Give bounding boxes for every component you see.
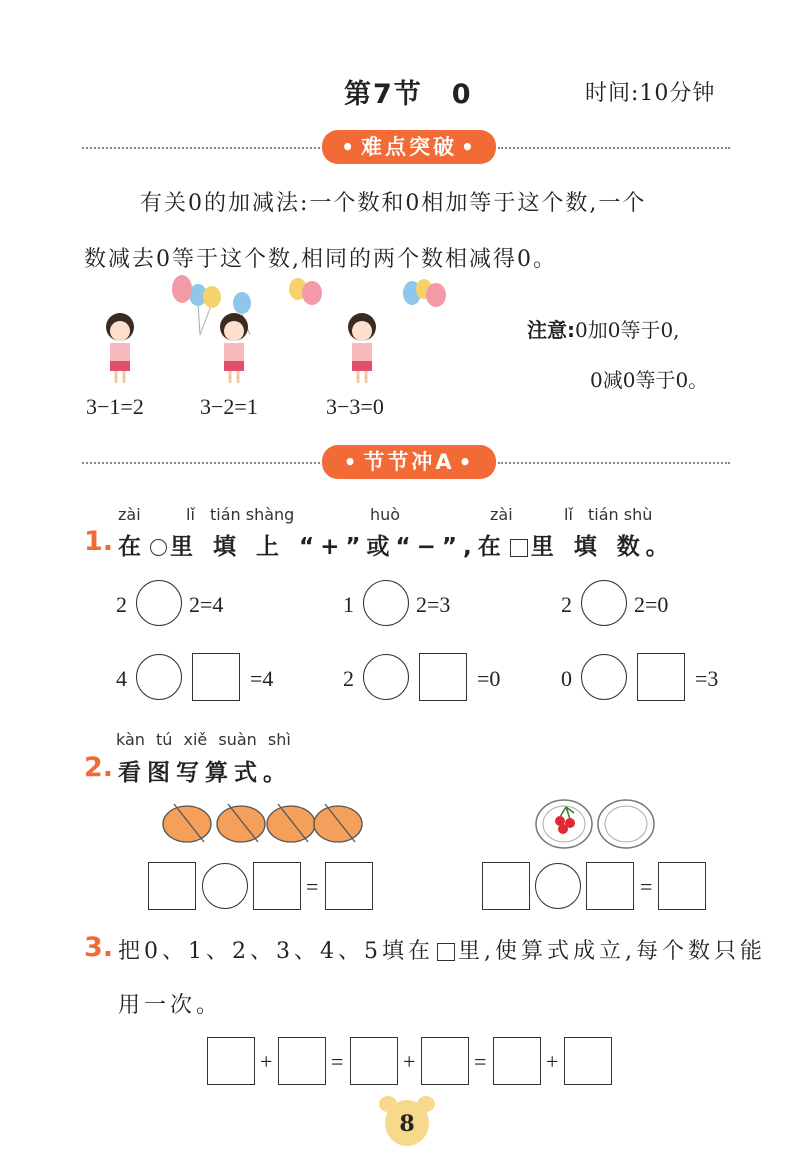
section-banner-practice: • 节节冲A • <box>322 445 496 479</box>
pinyin: lǐ <box>564 505 573 524</box>
divider <box>82 147 320 149</box>
operand: 2=3 <box>416 592 451 617</box>
plus-sign: + <box>260 1049 273 1074</box>
question-1-number: 1. <box>84 526 114 557</box>
pinyin: lǐ <box>186 505 195 524</box>
operator-blank-circle[interactable] <box>136 580 182 626</box>
pinyin: zài <box>490 505 513 524</box>
equals-sign: = <box>331 1049 344 1074</box>
number-blank-box[interactable] <box>421 1037 469 1085</box>
illustration-equation-3: 3−3=0 <box>326 394 384 419</box>
plus-sign: + <box>403 1049 416 1074</box>
operator-blank-circle[interactable] <box>136 654 182 700</box>
plates-with-cherries-icon <box>530 797 660 851</box>
girl-3-icon <box>348 279 446 383</box>
equals-sign: = <box>306 874 319 899</box>
pinyin: zài <box>118 505 141 524</box>
plus-sign: + <box>546 1049 559 1074</box>
operand: =0 <box>477 666 501 691</box>
question-1-text: 在 里 填 上 “+”或“−”,在 里 填 数。 <box>118 534 675 560</box>
operator-blank-circle[interactable] <box>363 654 409 700</box>
number-blank-box[interactable] <box>325 862 373 910</box>
question-2-text: 看图写算式。 <box>118 760 292 786</box>
operand: 2 <box>561 592 572 617</box>
intro-line-2: 数减去0等于这个数,相同的两个数相减得0。 <box>84 247 557 272</box>
section-banner-difficulty: • 难点突破 • <box>322 130 496 164</box>
question-2-number: 2. <box>84 752 114 783</box>
page-number: 8 <box>385 1100 429 1146</box>
square-icon <box>437 943 455 961</box>
divider <box>498 147 730 149</box>
pinyin: tián shàng <box>210 505 295 524</box>
equals-sign: = <box>640 874 653 899</box>
crossed-oranges-icon <box>160 800 370 846</box>
number-blank-box[interactable] <box>253 862 301 910</box>
square-icon <box>510 539 528 557</box>
operator-blank-circle[interactable] <box>202 863 248 909</box>
operand: 0 <box>561 666 572 691</box>
operand: 2 <box>116 592 127 617</box>
girls-with-balloons-illustration <box>80 275 480 390</box>
operator-blank-circle[interactable] <box>581 580 627 626</box>
number-blank-box[interactable] <box>192 653 240 701</box>
question-3-text-line-2: 用一次。 <box>118 993 223 1018</box>
operator-blank-circle[interactable] <box>581 654 627 700</box>
operand: 2=0 <box>634 592 669 617</box>
operand: 4 <box>116 666 127 691</box>
operator-blank-circle[interactable] <box>363 580 409 626</box>
note-label: 注意: <box>527 318 575 342</box>
circle-icon <box>150 539 167 556</box>
time-limit: 时间:10分钟 <box>585 81 716 106</box>
pinyin: tián shù <box>588 505 653 524</box>
number-blank-box[interactable] <box>658 862 706 910</box>
operand: =3 <box>695 666 719 691</box>
operator-blank-circle[interactable] <box>535 863 581 909</box>
equals-sign: = <box>474 1049 487 1074</box>
girl-1-icon <box>106 275 221 383</box>
illustration-equation-2: 3−2=1 <box>200 394 258 419</box>
girl-2-icon <box>220 278 322 383</box>
illustration-equation-1: 3−1=2 <box>86 394 144 419</box>
divider <box>498 462 730 464</box>
number-blank-box[interactable] <box>419 653 467 701</box>
note-line-1: 注意:0加0等于0, <box>527 318 680 342</box>
number-blank-box[interactable] <box>586 862 634 910</box>
question-3-number: 3. <box>84 932 114 963</box>
question-2-pinyin: kàn tú xiě suàn shì <box>116 730 291 749</box>
divider <box>82 462 320 464</box>
operand: 2 <box>343 666 354 691</box>
section-title: 第7节 0 <box>344 79 473 110</box>
number-blank-box[interactable] <box>482 862 530 910</box>
operand: 2=4 <box>189 592 224 617</box>
question-3-text: 把0、1、2、3、4、5填在 里,使算式成立,每个数只能 <box>118 939 766 964</box>
number-blank-box[interactable] <box>637 653 685 701</box>
intro-line-1: 有关0的加减法:一个数和0相加等于这个数,一个 <box>140 191 647 216</box>
number-blank-box[interactable] <box>350 1037 398 1085</box>
number-blank-box[interactable] <box>207 1037 255 1085</box>
operand: =4 <box>250 666 274 691</box>
number-blank-box[interactable] <box>564 1037 612 1085</box>
number-blank-box[interactable] <box>148 862 196 910</box>
pinyin: huò <box>370 505 401 524</box>
number-blank-box[interactable] <box>278 1037 326 1085</box>
note-line-2: 0减0等于0。 <box>590 368 709 392</box>
number-blank-box[interactable] <box>493 1037 541 1085</box>
operand: 1 <box>343 592 354 617</box>
